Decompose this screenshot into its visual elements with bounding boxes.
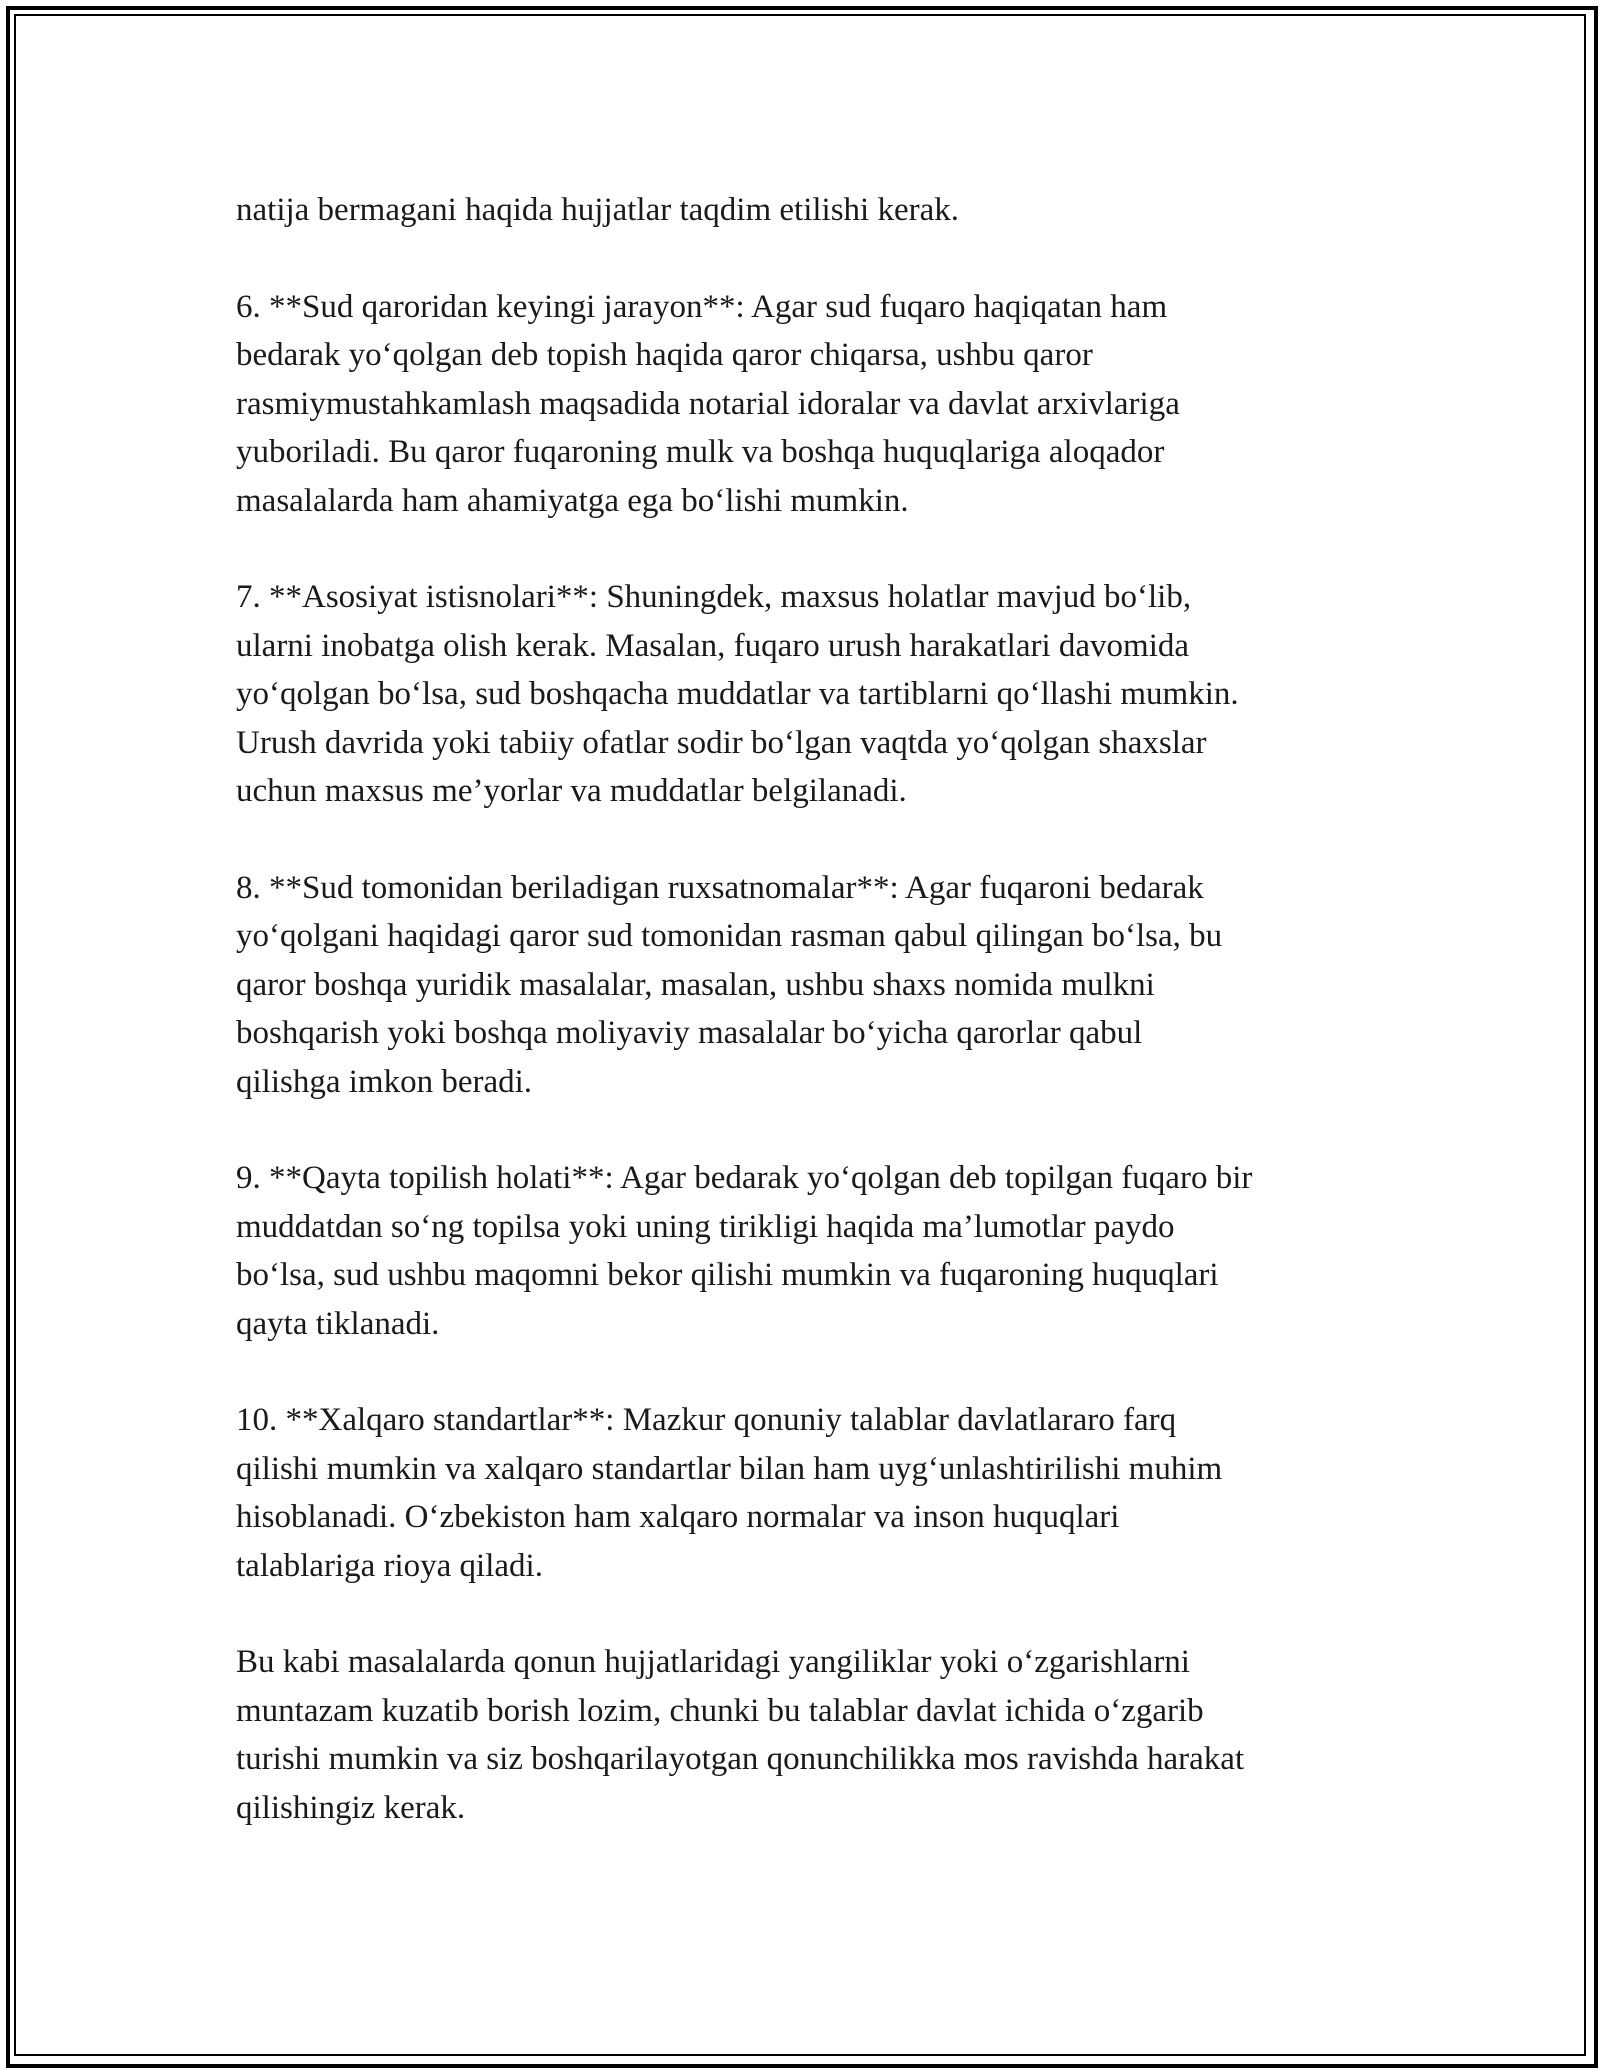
paragraph-item-8: 8. **Sud tomonidan beriladigan ruxsatnomalar**: Agar fuqaroni bedarak yo‘qolgani haqidagi qaror sud tomonidan rasman qabul qilingan bo‘lsa, bu qaror boshqa yuridik masalalar, masalan, ushbu shaxs nomida mulkni boshqarish yoki boshqa moliyaviy masalalar bo‘yicha qarorlar qabul qilishga imkon beradi. [236, 869, 1223, 1100]
paragraph-continuation: natija bermagani haqida hujjatlar taqdim etilishi kerak. [236, 192, 960, 228]
paragraph-item-10: 10. **Xalqaro standartlar**: Mazkur qonuniy talablar davlatlararo farq qilishi mumkin va xalqaro standartlar bilan ham uyg‘unlashtirilishi muhim hisoblanadi. O‘zbekiston ham xalqaro normalar va inson huquqlari talablariga rioya qiladi. [236, 1402, 1223, 1584]
paragraph-item-7: 7. **Asosiyat istisnolari**: Shuningdek, maxsus holatlar mavjud bo‘lib, ularni inobatga olish kerak. Masalan, fuqaro urush harakatlari davomida yo‘qolgan bo‘lsa, sud boshqacha muddatlar va tartiblarni qo‘llashi mumkin. Urush davrida yoki tabiiy ofatlar sodir bo‘lgan vaqtda yo‘qolgan shaxslar uchun maxsus me’yorlar va muddatlar belgilanadi. [236, 579, 1239, 809]
paragraph-item-9: 9. **Qayta topilish holati**: Agar bedarak yo‘qolgan deb topilgan fuqaro bir muddatdan so‘ng topilsa yoki uning tirikligi haqida ma’lumotlar paydo bo‘lsa, sud ushbu maqomni bekor qilishi mumkin va fuqaroning huquqlari qayta tiklanadi. [236, 1160, 1253, 1342]
paragraph-conclusion: Bu kabi masalalarda qonun hujjatlaridagi yangiliklar yoki o‘zgarishlarni muntazam kuzatib borish lozim, chunki bu talablar davlat ichida o‘zgarib turishi mumkin va siz boshqarilayotgan qonunchilikka mos ravishda harakat qilishingiz kerak. [236, 1644, 1245, 1826]
document-body [236, 186, 1376, 1880]
paragraph-item-6: 6. **Sud qaroridan keyingi jarayon**: Agar sud fuqaro haqiqatan ham bedarak yo‘qolgan deb topish haqida qaror chiqarsa, ushbu qaror rasmiymustahkamlash maqsadida notarial idoralar va davlat arxivlariga yuboriladi. Bu qaror fuqaroning mulk va boshqa huquqlariga aloqador masalalarda ham ahamiyatga ega bo‘lishi mumkin. [236, 288, 1180, 519]
